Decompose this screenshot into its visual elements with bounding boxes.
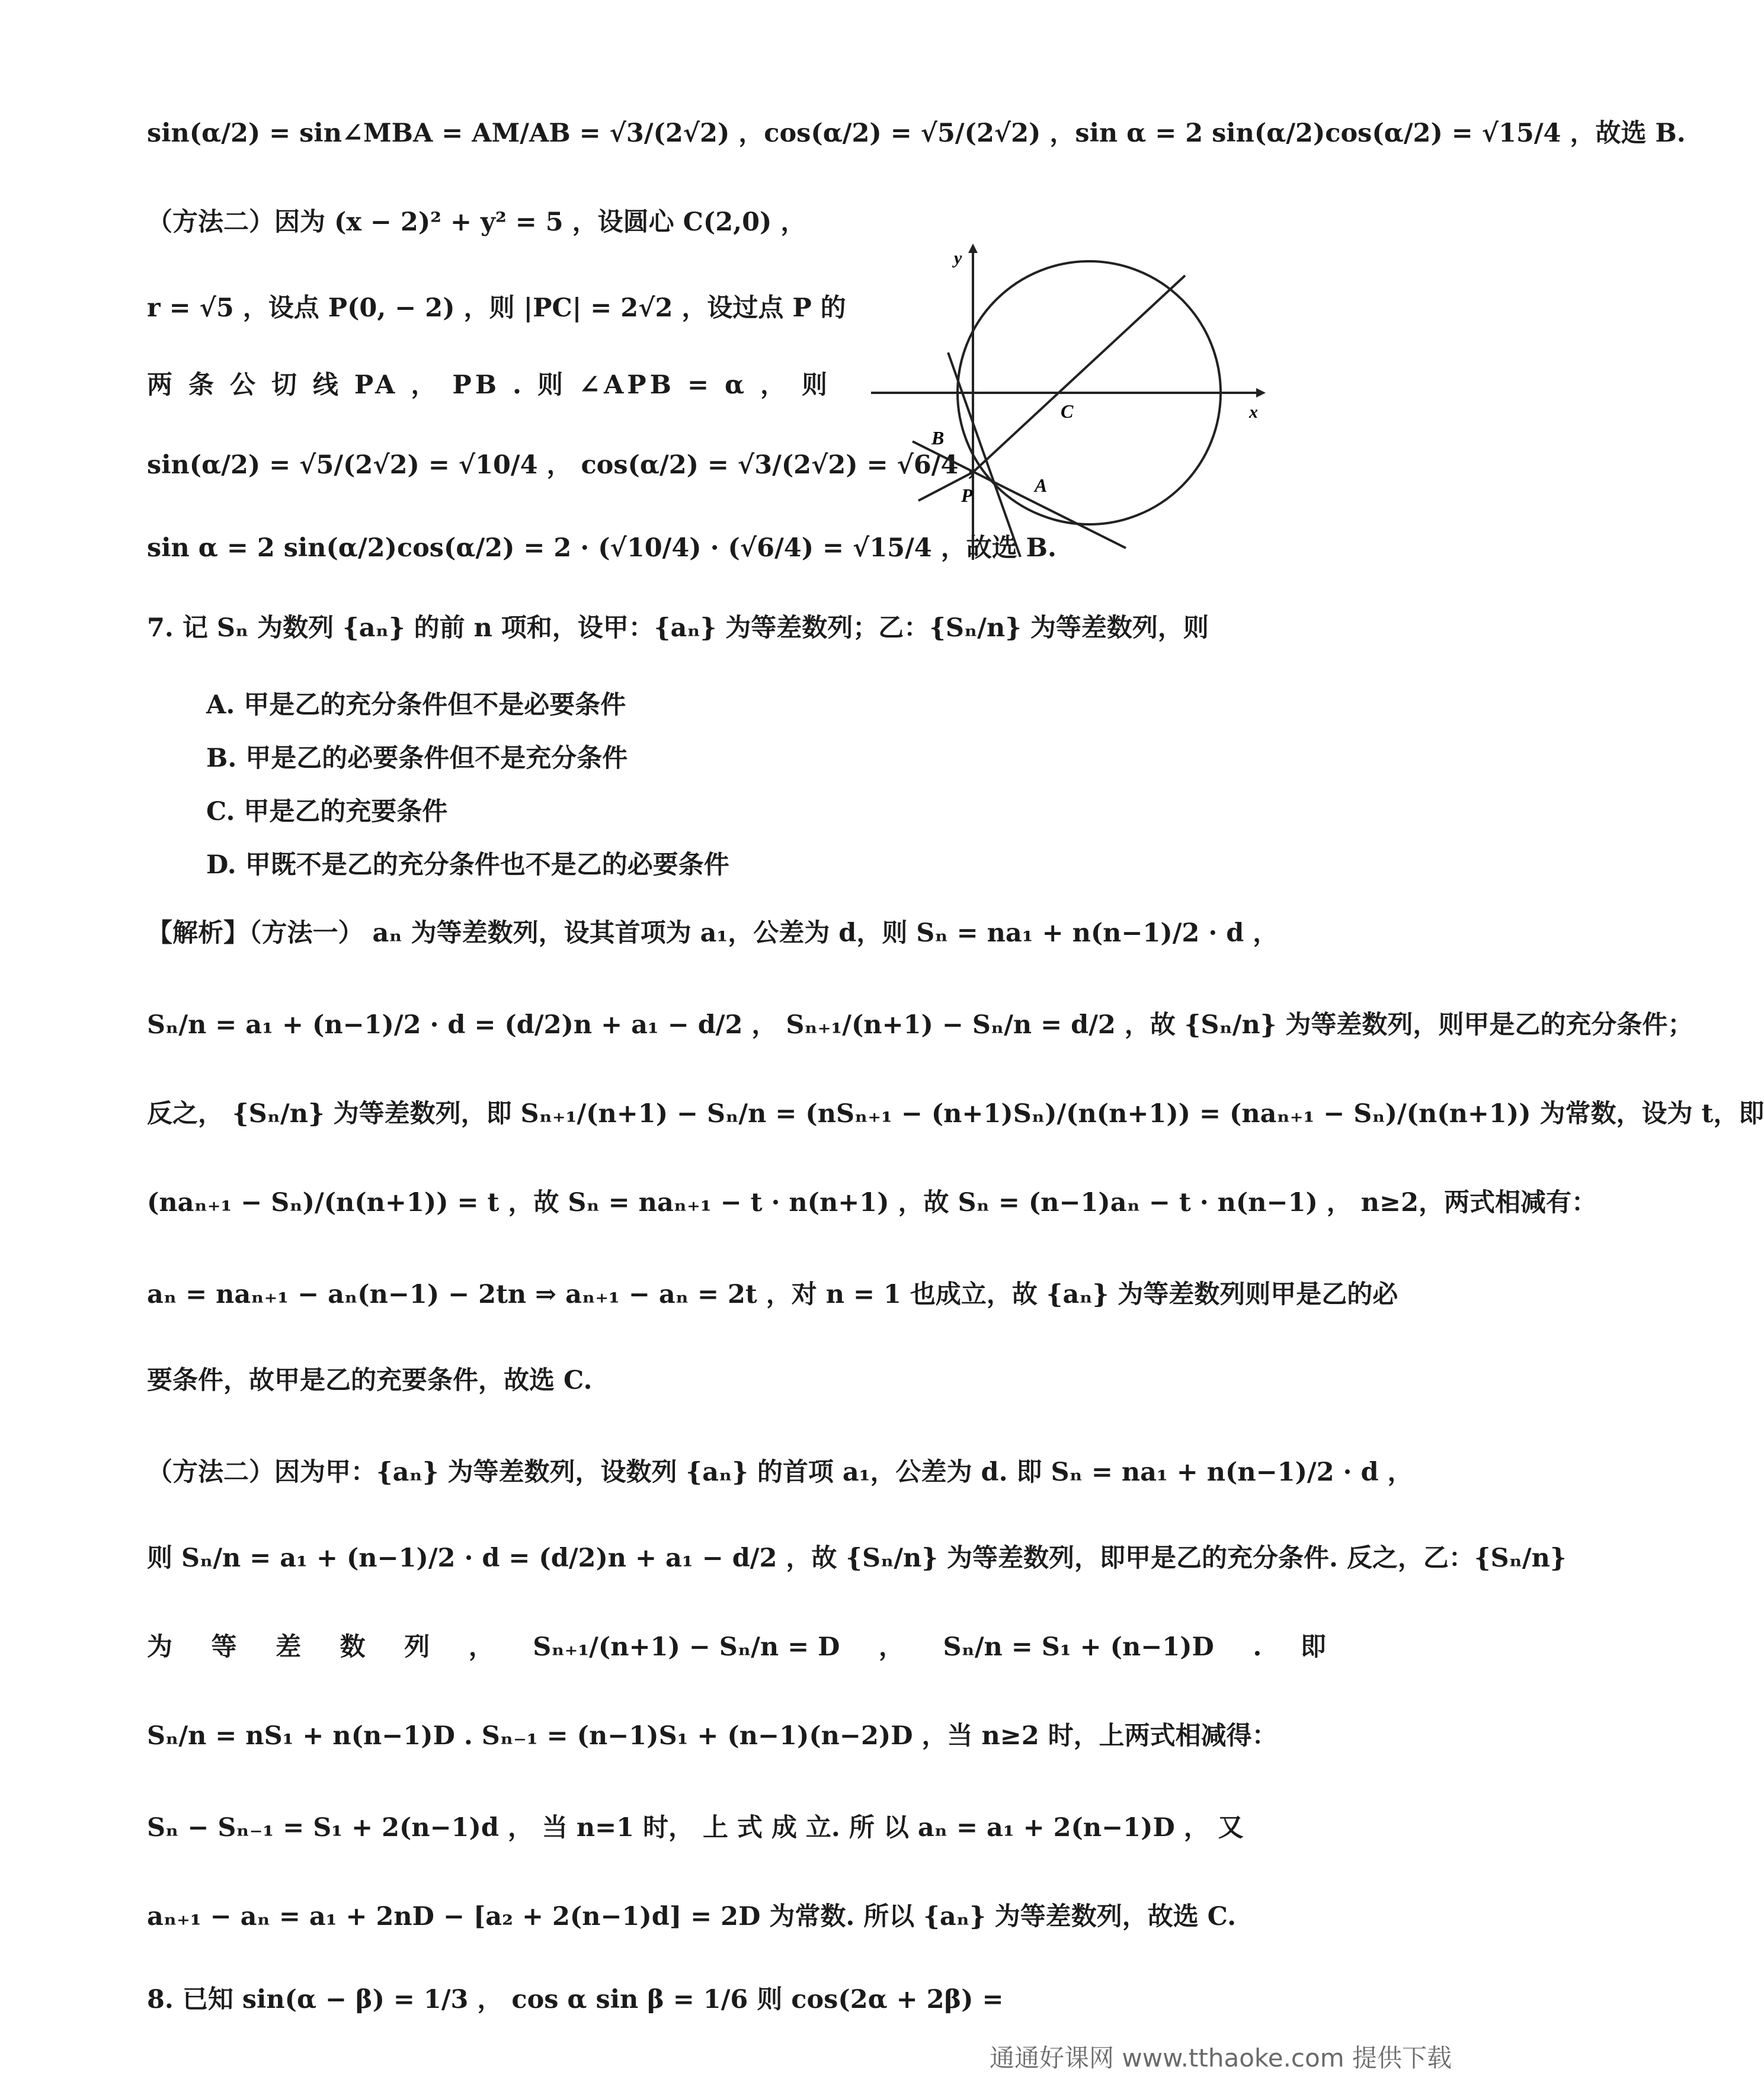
analysis-line-3: 反之， {Sₙ/n} 为等差数列，即 Sₙ₊₁/(n+1) − Sₙ/n = (nSₙ₊₁ − (n+1)Sₙ)/(n(n+1)) = (naₙ₊₁ − Sₙ)/(n(n+1)) 为常数，设为 t，即 [147,1099,1764,1129]
method2-radius-line: r = √5 ，设点 P(0, − 2) ，则 |PC| = 2√2 ，设过点 P 的 [147,293,846,323]
m2-l3-part-8: Sₙ/n = S₁ + (n−1)D [943,1632,1214,1662]
m2-l3-part-10: 即 [1300,1632,1326,1662]
analysis-line-1: 【解析】（方法一） aₙ 为等差数列，设其首项为 a₁，公差为 d，则 Sₙ = na₁ + n(n−1)/2 · d ， [147,918,1279,948]
tangent-pa [913,441,1126,548]
q8-stem: 8. 已知 sin(α − β) = 1/3 ， cos α sin β = 1/6 则 cos(2α + 2β) = [147,1985,1004,2014]
method2-line-6: aₙ₊₁ − aₙ = a₁ + 2nD − [a₂ + 2(n−1)d] = 2D 为常数. 所以 {aₙ} 为等差数列，故选 C. [147,1902,1237,1931]
q7-option-a: A. 甲是乙的充分条件但不是必要条件 [206,690,626,720]
analysis-line-5: aₙ = naₙ₊₁ − aₙ(n−1) − 2tn ⇒ aₙ₊₁ − aₙ = 2t ，对 n = 1 也成立，故 {aₙ} 为等差数列则甲是乙的必 [147,1280,1398,1309]
footer-watermark: 通通好课网 www.tthaoke.com 提供下载 [990,2043,1452,2072]
tangent-pb [948,353,1020,557]
q6-conclusion-line: sin(α/2) = sin∠MBA = AM/AB = √3/(2√2) ，cos(α/2) = √5/(2√2) ，sin α = 2 sin(α/2)cos(α/2) = √15/4 ，故选 B. [147,118,1686,148]
m2-l3-part-9: . [1253,1632,1262,1662]
method2-sin-alpha-line: sin α = 2 sin(α/2)cos(α/2) = 2 · (√10/4) · (√6/4) = √15/4 ，故选 B. [147,533,1057,563]
method2-line-1: （方法二）因为甲：{aₙ} 为等差数列，设数列 {aₙ} 的首项 a₁，公差为 d. 即 Sₙ = na₁ + n(n−1)/2 · d ， [147,1457,1413,1487]
analysis-line-6: 要条件，故甲是乙的充要条件，故选 C. [147,1366,593,1395]
m2-l3-part-0: 为 [147,1632,172,1662]
method2-intro-line: （方法二）因为 (x − 2)² + y² = 5 ，设圆心 C(2,0) ， [147,207,806,237]
q7-option-b: B. 甲是乙的必要条件但不是充分条件 [206,744,628,773]
m2-l3-part-1: 等 [211,1632,237,1662]
method2-tangent-line [147,367,846,403]
m2-l3-part-5: ， [468,1632,494,1662]
q7-option-d: D. 甲既不是乙的充分条件也不是乙的必要条件 [206,850,729,880]
method2-line-2: 则 Sₙ/n = a₁ + (n−1)/2 · d = (d/2)n + a₁ − d/2 ，故 {Sₙ/n} 为等差数列，即甲是乙的充分条件. 反之，乙：{Sₙ/n} [147,1543,1567,1573]
analysis-line-2: Sₙ/n = a₁ + (n−1)/2 · d = (d/2)n + a₁ − d/2 ， Sₙ₊₁/(n+1) − Sₙ/n = d/2 ，故 {Sₙ/n} 为等差数列，则甲是乙的充分条件； [147,1010,1693,1040]
label-b: B [931,427,945,449]
m2-l3-part-3: 数 [340,1632,366,1662]
q7-stem: 7. 记 Sₙ 为数列 {aₙ} 的前 n 项和，设甲：{aₙ} 为等差数列；乙：{Sₙ/n} 为等差数列，则 [147,613,1209,643]
label-y: y [954,248,962,268]
label-c: C [1061,401,1074,422]
m2-l3-part-7: ， [878,1632,904,1662]
m2-l3-part-2: 差 [276,1632,302,1662]
x-axis-arrow [1256,388,1266,398]
method2-tangent-text: 两 条 公 切 线 PA ， PB . 则 ∠APB = α ， 则 [147,370,831,400]
method2-line-4: Sₙ/n = nS₁ + n(n−1)D . Sₙ₋₁ = (n−1)S₁ + (n−1)(n−2)D ，当 n≥2 时，上两式相减得： [147,1721,1278,1751]
label-x: x [1249,402,1258,422]
analysis-line-4: (naₙ₊₁ − Sₙ)/(n(n+1)) = t ，故 Sₙ = naₙ₊₁ − t · n(n+1) ，故 Sₙ = (n−1)aₙ − t · n(n−1) ， n≥2，两式相减有： [147,1188,1597,1218]
label-p: P [961,485,973,506]
m2-l3-part-4: 列 [404,1632,430,1662]
method2-line-3 [147,1629,1326,1665]
method2-line-5: Sₙ − Sₙ₋₁ = S₁ + 2(n−1)d ， 当 n=1 时， 上 式 成 立. 所 以 aₙ = a₁ + 2(n−1)D ， 又 [147,1813,1244,1843]
method2-half-angle-line: sin(α/2) = √5/(2√2) = √10/4 ， cos(α/2) = √3/(2√2) = √6/4 ， [147,450,993,480]
q7-option-c: C. 甲是乙的充要条件 [206,797,448,827]
m2-l3-part-6: Sₙ₊₁/(n+1) − Sₙ/n = D [533,1632,840,1662]
label-a: A [1035,475,1048,496]
circle-tangent-diagram [865,240,1315,572]
line-pc [973,276,1185,472]
y-axis-arrow [968,244,978,253]
